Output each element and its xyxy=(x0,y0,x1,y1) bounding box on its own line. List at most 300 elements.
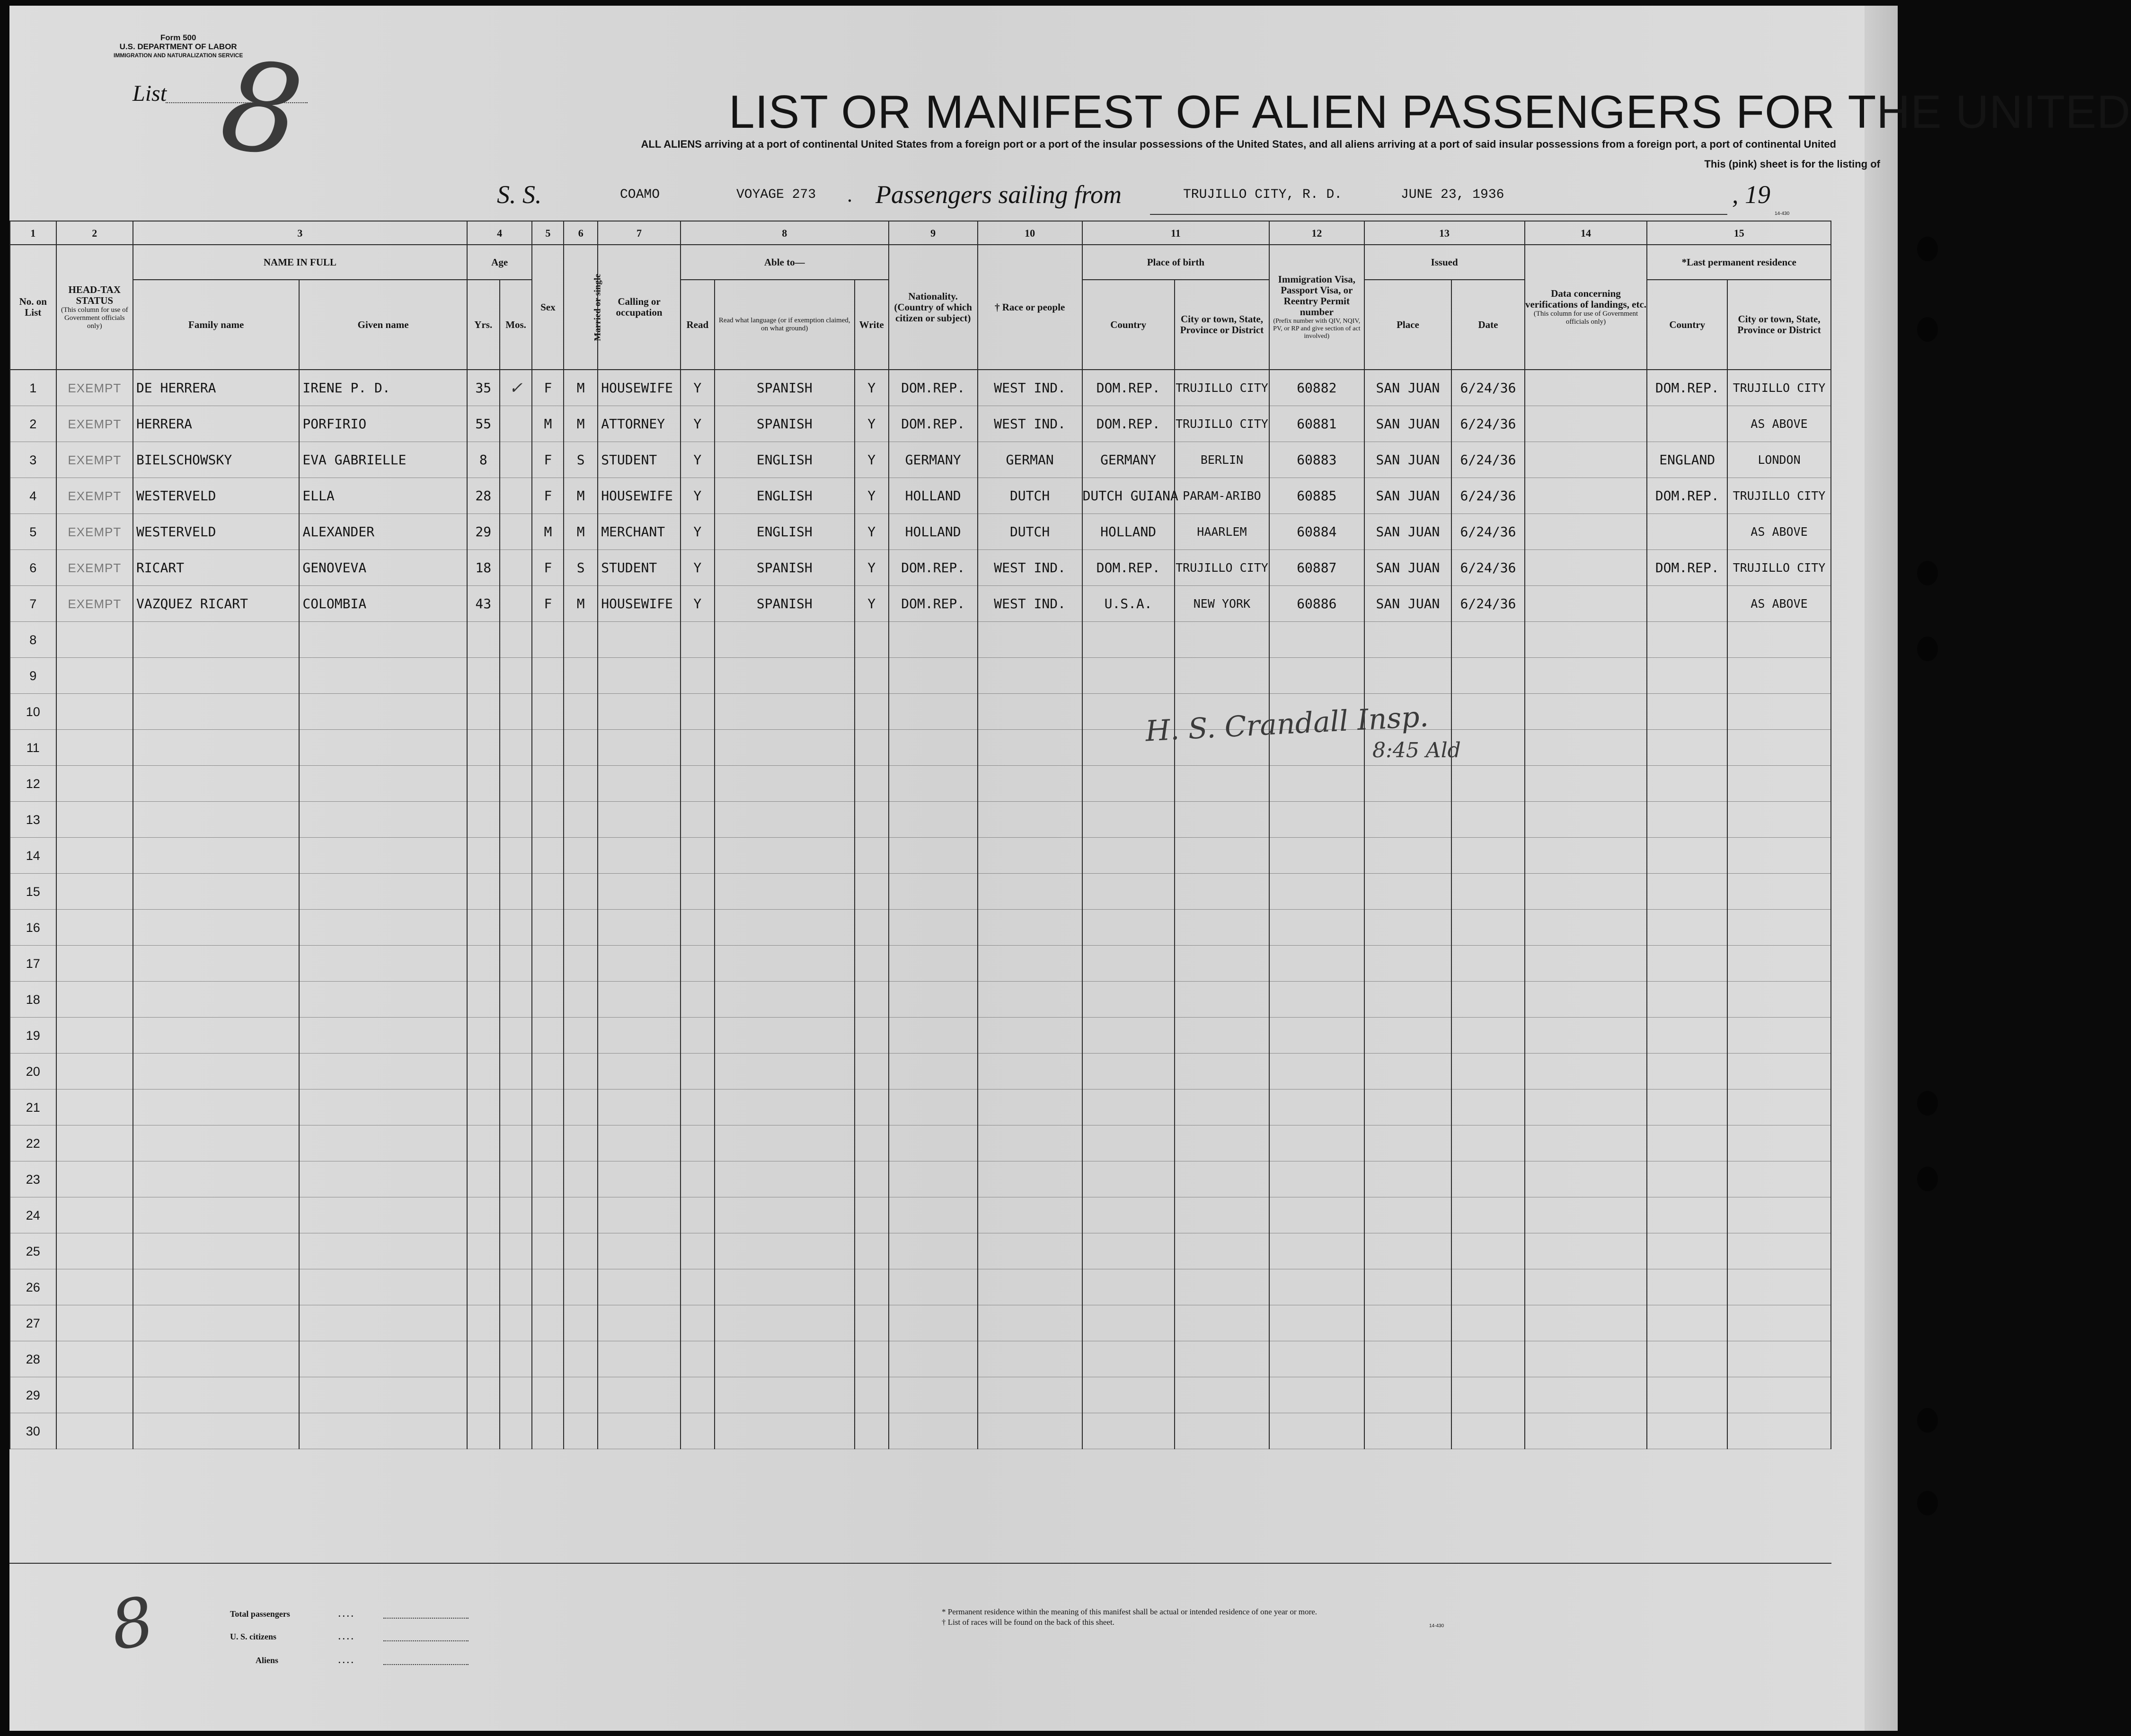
row-number: 27 xyxy=(10,1305,56,1341)
row-number: 21 xyxy=(10,1089,56,1125)
birth-country xyxy=(1082,1377,1175,1413)
residence-country xyxy=(1647,694,1727,730)
age-years xyxy=(467,658,500,694)
language xyxy=(715,694,855,730)
given-name xyxy=(299,1377,467,1413)
birth-city: TRUJILLO CITY xyxy=(1175,370,1269,406)
age-years: 35 xyxy=(467,370,500,406)
inspector-note: 8:45 Ald xyxy=(1372,738,1461,762)
language: SPANISH xyxy=(715,550,855,586)
language: ENGLISH xyxy=(715,442,855,478)
verification-data xyxy=(1525,514,1647,550)
issued-date xyxy=(1451,1413,1524,1449)
departure-port: TRUJILLO CITY, R. D. xyxy=(1183,187,1343,202)
table-row-empty xyxy=(10,982,1831,1018)
sex xyxy=(532,1197,564,1233)
verification-data xyxy=(1525,1054,1647,1089)
nationality xyxy=(889,730,978,766)
language xyxy=(715,946,855,982)
residence-city xyxy=(1727,1161,1831,1197)
head-tax-status xyxy=(56,1197,133,1233)
marital-status xyxy=(564,1413,598,1449)
birth-city: HAARLEM xyxy=(1175,514,1269,550)
row-number: 8 xyxy=(10,622,56,658)
birth-country: U.S.A. xyxy=(1082,586,1175,622)
footnote-races: † List of races will be found on the back of this sheet. xyxy=(942,1618,1114,1627)
family-name xyxy=(133,694,299,730)
occupation xyxy=(598,1125,681,1161)
birth-country: HOLLAND xyxy=(1082,514,1175,550)
head-tax-status: EXEMPT xyxy=(56,370,133,406)
language xyxy=(715,730,855,766)
language xyxy=(715,658,855,694)
residence-city xyxy=(1727,1125,1831,1161)
issued-place xyxy=(1364,1269,1452,1305)
can-read xyxy=(681,1341,715,1377)
given-name xyxy=(299,802,467,838)
marital-status: S xyxy=(564,550,598,586)
head-tax-status xyxy=(56,1269,133,1305)
issued-place xyxy=(1364,946,1452,982)
table-row-empty xyxy=(10,874,1831,910)
can-read xyxy=(681,910,715,946)
family-name xyxy=(133,1269,299,1305)
occupation: HOUSEWIFE xyxy=(598,370,681,406)
age-years xyxy=(467,622,500,658)
birth-city xyxy=(1175,1018,1269,1054)
row-number: 1 xyxy=(10,370,56,406)
birth-country: DOM.REP. xyxy=(1082,550,1175,586)
birth-city xyxy=(1175,658,1269,694)
given-name: GENOVEVA xyxy=(299,550,467,586)
can-read xyxy=(681,1054,715,1089)
age-months xyxy=(500,658,532,694)
visa-number xyxy=(1269,1054,1364,1089)
can-write: Y xyxy=(855,406,889,442)
nationality xyxy=(889,1054,978,1089)
birth-city xyxy=(1175,1341,1269,1377)
verification-data xyxy=(1525,1125,1647,1161)
language: SPANISH xyxy=(715,370,855,406)
row-number: 18 xyxy=(10,982,56,1018)
bottom-handwritten-mark: 8 xyxy=(105,1582,160,1666)
age-months: ✓ xyxy=(500,370,532,406)
visa-number xyxy=(1269,1125,1364,1161)
birth-country xyxy=(1082,1269,1175,1305)
can-write: Y xyxy=(855,478,889,514)
sex xyxy=(532,910,564,946)
issued-date xyxy=(1451,1054,1524,1089)
verification-data xyxy=(1525,982,1647,1018)
issued-place xyxy=(1364,910,1452,946)
residence-country: DOM.REP. xyxy=(1647,478,1727,514)
verification-data xyxy=(1525,658,1647,694)
can-write xyxy=(855,658,889,694)
age-years xyxy=(467,766,500,802)
header-last-residence: *Last permanent residence xyxy=(1647,245,1831,280)
race xyxy=(978,1305,1082,1341)
age-years xyxy=(467,982,500,1018)
birth-country xyxy=(1082,874,1175,910)
head-tax-status xyxy=(56,838,133,874)
verification-data xyxy=(1525,586,1647,622)
family-name xyxy=(133,1197,299,1233)
table-row-empty xyxy=(10,1377,1831,1413)
race xyxy=(978,1377,1082,1413)
given-name: IRENE P. D. xyxy=(299,370,467,406)
header-read: Read xyxy=(681,280,715,370)
marital-status xyxy=(564,730,598,766)
table-row-empty xyxy=(10,1161,1831,1197)
visa-number xyxy=(1269,802,1364,838)
issued-date: 6/24/36 xyxy=(1451,442,1524,478)
issued-date xyxy=(1451,1341,1524,1377)
form-code-bottom: 14-430 xyxy=(1429,1623,1444,1629)
header-calling: Calling or occupation xyxy=(598,245,681,370)
marital-status xyxy=(564,1341,598,1377)
visa-number xyxy=(1269,1269,1364,1305)
residence-country xyxy=(1647,1269,1727,1305)
birth-country xyxy=(1082,1305,1175,1341)
nationality xyxy=(889,1233,978,1269)
head-tax-status: EXEMPT xyxy=(56,442,133,478)
row-number: 10 xyxy=(10,694,56,730)
marital-status xyxy=(564,1018,598,1054)
issued-place xyxy=(1364,766,1452,802)
age-years xyxy=(467,1413,500,1449)
head-tax-status xyxy=(56,1125,133,1161)
age-years xyxy=(467,1054,500,1089)
nationality xyxy=(889,874,978,910)
given-name xyxy=(299,1125,467,1161)
marital-status xyxy=(564,1161,598,1197)
given-name xyxy=(299,910,467,946)
header-row-1 xyxy=(10,245,1831,280)
residence-country: DOM.REP. xyxy=(1647,550,1727,586)
given-name xyxy=(299,1089,467,1125)
verification-data xyxy=(1525,910,1647,946)
can-write: Y xyxy=(855,550,889,586)
birth-city: TRUJILLO CITY xyxy=(1175,550,1269,586)
age-months xyxy=(500,1305,532,1341)
visa-number: 60885 xyxy=(1269,478,1364,514)
birth-city xyxy=(1175,874,1269,910)
header-able-to: Able to— xyxy=(681,245,889,280)
birth-country: DUTCH GUIANA xyxy=(1082,478,1175,514)
verification-data xyxy=(1525,874,1647,910)
residence-city xyxy=(1727,1054,1831,1089)
head-tax-status xyxy=(56,766,133,802)
nationality xyxy=(889,982,978,1018)
issued-date xyxy=(1451,982,1524,1018)
issued-date xyxy=(1451,838,1524,874)
table-row-empty xyxy=(10,1089,1831,1125)
residence-country: DOM.REP. xyxy=(1647,370,1727,406)
header-write: Write xyxy=(855,280,889,370)
table-row-empty xyxy=(10,658,1831,694)
head-tax-status xyxy=(56,910,133,946)
verification-data xyxy=(1525,370,1647,406)
sex xyxy=(532,766,564,802)
col-number: 14 xyxy=(1525,221,1647,245)
age-months xyxy=(500,982,532,1018)
sex xyxy=(532,622,564,658)
issued-place xyxy=(1364,1054,1452,1089)
visa-number xyxy=(1269,1089,1364,1125)
visa-number xyxy=(1269,1018,1364,1054)
family-name xyxy=(133,1413,299,1449)
age-years xyxy=(467,1305,500,1341)
given-name xyxy=(299,658,467,694)
race xyxy=(978,838,1082,874)
marital-status: M xyxy=(564,406,598,442)
can-write: Y xyxy=(855,442,889,478)
residence-city: AS ABOVE xyxy=(1727,586,1831,622)
residence-city xyxy=(1727,1018,1831,1054)
marital-status xyxy=(564,1269,598,1305)
marital-status xyxy=(564,1305,598,1341)
sex xyxy=(532,1161,564,1197)
sex xyxy=(532,1125,564,1161)
table-row xyxy=(10,442,1831,478)
year-label: , 19 xyxy=(1732,180,1770,209)
row-number: 26 xyxy=(10,1269,56,1305)
residence-country xyxy=(1647,730,1727,766)
residence-city xyxy=(1727,910,1831,946)
voyage-dot: . xyxy=(847,183,852,206)
age-months xyxy=(500,766,532,802)
residence-city xyxy=(1727,1413,1831,1449)
birth-city xyxy=(1175,1161,1269,1197)
table-row-empty xyxy=(10,622,1831,658)
residence-city xyxy=(1727,658,1831,694)
binder-hole xyxy=(1917,237,1938,261)
row-number: 22 xyxy=(10,1125,56,1161)
visa-number xyxy=(1269,622,1364,658)
race xyxy=(978,730,1082,766)
visa-number: 60884 xyxy=(1269,514,1364,550)
departure-date: JUNE 23, 1936 xyxy=(1401,187,1504,202)
residence-country xyxy=(1647,802,1727,838)
can-read xyxy=(681,946,715,982)
sex xyxy=(532,658,564,694)
family-name xyxy=(133,658,299,694)
can-read: Y xyxy=(681,586,715,622)
birth-country xyxy=(1082,1341,1175,1377)
head-tax-status xyxy=(56,946,133,982)
verification-data xyxy=(1525,1305,1647,1341)
race xyxy=(978,1233,1082,1269)
occupation xyxy=(598,730,681,766)
occupation: HOUSEWIFE xyxy=(598,478,681,514)
residence-country xyxy=(1647,1341,1727,1377)
marital-status xyxy=(564,1125,598,1161)
race xyxy=(978,694,1082,730)
verification-data xyxy=(1525,730,1647,766)
verification-data xyxy=(1525,694,1647,730)
col-number: 15 xyxy=(1647,221,1831,245)
header-issued-date: Date xyxy=(1451,280,1524,370)
language xyxy=(715,1197,855,1233)
visa-number xyxy=(1269,1413,1364,1449)
race xyxy=(978,1341,1082,1377)
residence-city xyxy=(1727,1197,1831,1233)
birth-country: DOM.REP. xyxy=(1082,370,1175,406)
verification-data xyxy=(1525,1341,1647,1377)
can-read: Y xyxy=(681,370,715,406)
birth-country xyxy=(1082,802,1175,838)
family-name xyxy=(133,1377,299,1413)
family-name: HERRERA xyxy=(133,406,299,442)
age-years xyxy=(467,910,500,946)
birth-country xyxy=(1082,1089,1175,1125)
issued-date xyxy=(1451,766,1524,802)
table-row-empty xyxy=(10,1305,1831,1341)
col-number: 9 xyxy=(889,221,978,245)
header-yrs: Yrs. xyxy=(467,280,500,370)
visa-number xyxy=(1269,1161,1364,1197)
issued-date: 6/24/36 xyxy=(1451,550,1524,586)
head-tax-status xyxy=(56,1233,133,1269)
age-months xyxy=(500,406,532,442)
head-tax-note: (This column for use of Government officials only) xyxy=(61,306,128,330)
issued-place xyxy=(1364,658,1452,694)
col-number: 8 xyxy=(681,221,889,245)
visa-number: 60882 xyxy=(1269,370,1364,406)
age-years xyxy=(467,1269,500,1305)
residence-country xyxy=(1647,1054,1727,1089)
occupation xyxy=(598,1341,681,1377)
head-tax-status xyxy=(56,1054,133,1089)
can-write xyxy=(855,1161,889,1197)
issued-place: SAN JUAN xyxy=(1364,370,1452,406)
sex xyxy=(532,1054,564,1089)
residence-country xyxy=(1647,1125,1727,1161)
issued-date xyxy=(1451,1161,1524,1197)
residence-city xyxy=(1727,874,1831,910)
issued-date xyxy=(1451,694,1524,730)
language xyxy=(715,1125,855,1161)
page-edge xyxy=(1865,6,1898,1731)
birth-city xyxy=(1175,622,1269,658)
age-years xyxy=(467,946,500,982)
age-years xyxy=(467,1018,500,1054)
row-number: 12 xyxy=(10,766,56,802)
residence-city xyxy=(1727,694,1831,730)
language xyxy=(715,1089,855,1125)
family-name xyxy=(133,622,299,658)
given-name xyxy=(299,1269,467,1305)
marital-status xyxy=(564,838,598,874)
birth-city: PARAM-ARIBO xyxy=(1175,478,1269,514)
language xyxy=(715,766,855,802)
marital-status xyxy=(564,1233,598,1269)
verification-data xyxy=(1525,1089,1647,1125)
issued-place xyxy=(1364,1341,1452,1377)
head-tax-status: EXEMPT xyxy=(56,478,133,514)
sex: F xyxy=(532,442,564,478)
can-read xyxy=(681,1305,715,1341)
sex xyxy=(532,1089,564,1125)
sex xyxy=(532,874,564,910)
marital-status xyxy=(564,910,598,946)
nationality: DOM.REP. xyxy=(889,370,978,406)
language xyxy=(715,1341,855,1377)
residence-city xyxy=(1727,1089,1831,1125)
visa-label: Immigration Visa, Passport Visa, or Reentry Permit number xyxy=(1278,274,1355,318)
age-months xyxy=(500,1341,532,1377)
passengers-label: Passengers sailing from xyxy=(875,180,1122,209)
given-name xyxy=(299,1233,467,1269)
sex: F xyxy=(532,586,564,622)
age-years: 43 xyxy=(467,586,500,622)
marital-status: S xyxy=(564,442,598,478)
binder-hole xyxy=(1917,1167,1938,1191)
given-name xyxy=(299,982,467,1018)
age-months xyxy=(500,622,532,658)
issued-place xyxy=(1364,1413,1452,1449)
issued-date xyxy=(1451,1305,1524,1341)
age-months xyxy=(500,442,532,478)
birth-city xyxy=(1175,1125,1269,1161)
issued-date: 6/24/36 xyxy=(1451,478,1524,514)
verification-data xyxy=(1525,1413,1647,1449)
marital-status xyxy=(564,766,598,802)
verification-data xyxy=(1525,442,1647,478)
race xyxy=(978,766,1082,802)
col-number: 3 xyxy=(133,221,467,245)
sex xyxy=(532,1413,564,1449)
can-read xyxy=(681,802,715,838)
issued-place: SAN JUAN xyxy=(1364,514,1452,550)
col-number: 11 xyxy=(1082,221,1270,245)
header-issued: Issued xyxy=(1364,245,1525,280)
marital-status xyxy=(564,982,598,1018)
family-name xyxy=(133,1341,299,1377)
can-read xyxy=(681,1161,715,1197)
occupation xyxy=(598,1413,681,1449)
residence-country xyxy=(1647,514,1727,550)
data-concerning-label: Data concerning verifications of landings, etc. xyxy=(1525,288,1647,310)
nationality xyxy=(889,1377,978,1413)
age-years xyxy=(467,730,500,766)
language xyxy=(715,1018,855,1054)
verification-data xyxy=(1525,1018,1647,1054)
age-months xyxy=(500,1054,532,1089)
header-given-name: Given name xyxy=(299,280,467,370)
page-subtitle: ALL ALIENS arriving at a port of continental United States from a foreign port or a port of the insular possessions of the United States, and all aliens arriving at a port of said insular possessions from a foreign port, a port of continental United xyxy=(641,138,1836,150)
residence-city: TRUJILLO CITY xyxy=(1727,370,1831,406)
header-mos: Mos. xyxy=(500,280,532,370)
marital-status: M xyxy=(564,478,598,514)
issued-date xyxy=(1451,1377,1524,1413)
can-read xyxy=(681,730,715,766)
visa-number xyxy=(1269,838,1364,874)
occupation xyxy=(598,910,681,946)
table-row-empty xyxy=(10,766,1831,802)
race xyxy=(978,874,1082,910)
married-label: Married or single xyxy=(592,274,603,341)
residence-city xyxy=(1727,730,1831,766)
visa-number xyxy=(1269,1377,1364,1413)
residence-country xyxy=(1647,1377,1727,1413)
family-name xyxy=(133,1054,299,1089)
occupation xyxy=(598,622,681,658)
header-age: Age xyxy=(467,245,532,280)
can-read: Y xyxy=(681,406,715,442)
issued-place xyxy=(1364,802,1452,838)
sex xyxy=(532,946,564,982)
